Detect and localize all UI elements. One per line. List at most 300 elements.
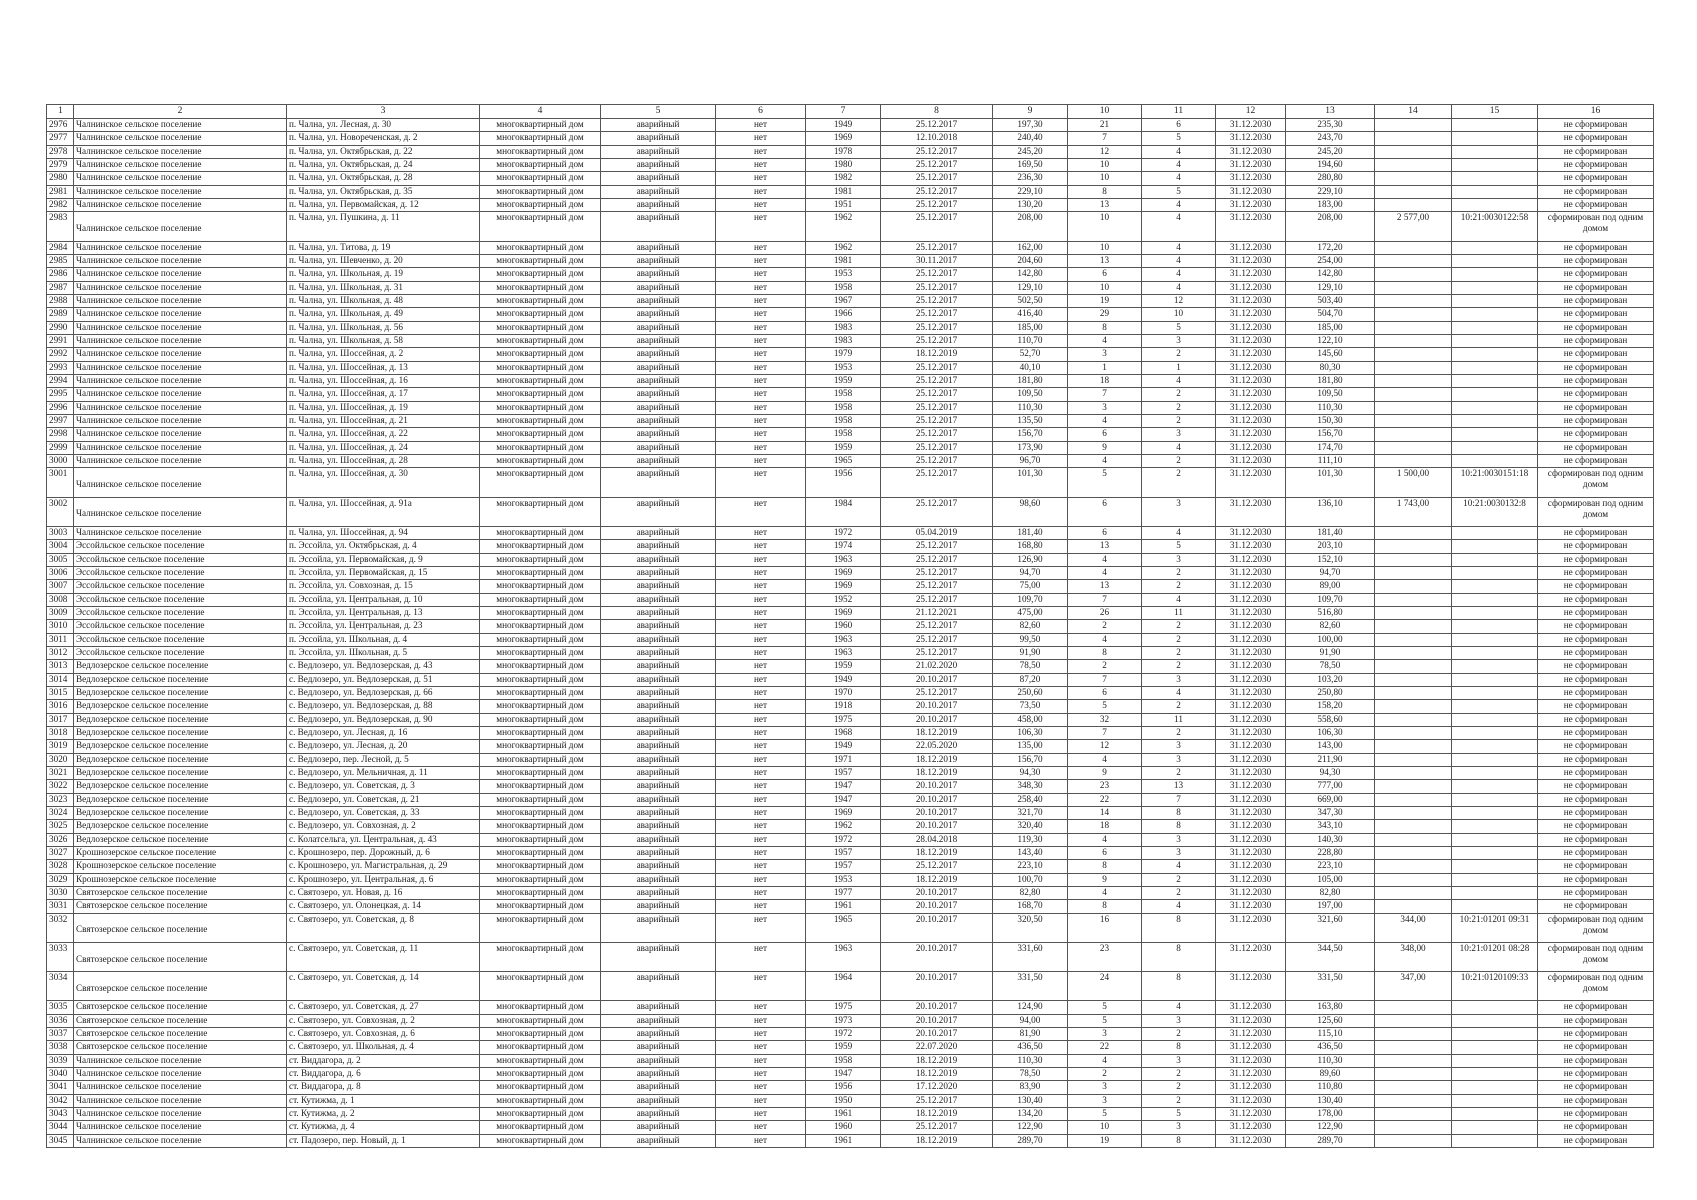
cell-col-9: 320,50 xyxy=(993,913,1068,942)
cell-col-15 xyxy=(1452,540,1538,553)
cell-col-1: 2997 xyxy=(47,415,74,428)
cell-col-10: 5 xyxy=(1068,1014,1142,1027)
cell-col-7: 1983 xyxy=(806,321,881,334)
cell-col-10: 23 xyxy=(1068,780,1142,793)
cell-col-16: не сформирован xyxy=(1538,1094,1654,1107)
cell-col-5: аварийный xyxy=(601,553,716,566)
cell-col-10: 4 xyxy=(1068,633,1142,646)
cell-col-16: не сформирован xyxy=(1538,807,1654,820)
cell-col-4: многоквартирный дом xyxy=(480,673,601,686)
cell-col-14 xyxy=(1375,847,1452,860)
cell-col-7: 1953 xyxy=(806,873,881,886)
cell-col-12: 31.12.2030 xyxy=(1216,1121,1286,1134)
cell-col-10: 13 xyxy=(1068,199,1142,212)
table-row xyxy=(47,241,1654,254)
cell-col-5: аварийный xyxy=(601,497,716,526)
cell-col-11: 2 xyxy=(1142,646,1216,659)
cell-col-13: 228,80 xyxy=(1286,847,1375,860)
cell-col-9: 98,60 xyxy=(993,497,1068,526)
cell-col-6: нет xyxy=(716,348,806,361)
cell-col-11: 4 xyxy=(1142,593,1216,606)
cell-col-9: 289,70 xyxy=(993,1134,1068,1147)
cell-col-15 xyxy=(1452,281,1538,294)
cell-col-9: 181,80 xyxy=(993,375,1068,388)
cell-col-10: 8 xyxy=(1068,185,1142,198)
cell-col-11: 3 xyxy=(1142,335,1216,348)
table-row xyxy=(47,1108,1654,1121)
cell-col-13: 777,00 xyxy=(1286,780,1375,793)
cell-col-8: 20.10.2017 xyxy=(881,713,993,726)
cell-col-16: не сформирован xyxy=(1538,553,1654,566)
cell-col-13: 503,40 xyxy=(1286,294,1375,307)
cell-col-13: 203,10 xyxy=(1286,540,1375,553)
cell-col-1: 3037 xyxy=(47,1028,74,1041)
cell-col-6: нет xyxy=(716,580,806,593)
cell-col-9: 75,00 xyxy=(993,580,1068,593)
cell-col-12: 31.12.2030 xyxy=(1216,401,1286,414)
cell-col-2: Ведлозерское сельское поселение xyxy=(74,686,287,699)
cell-col-4: многоквартирный дом xyxy=(480,401,601,414)
cell-col-4: многоквартирный дом xyxy=(480,1041,601,1054)
cell-col-10: 2 xyxy=(1068,620,1142,633)
cell-col-1: 3043 xyxy=(47,1108,74,1121)
cell-col-11: 3 xyxy=(1142,673,1216,686)
cell-col-8: 20.10.2017 xyxy=(881,820,993,833)
cell-col-6: нет xyxy=(716,713,806,726)
cell-col-9: 168,70 xyxy=(993,900,1068,913)
table-row xyxy=(47,753,1654,766)
cell-col-15 xyxy=(1452,767,1538,780)
cell-col-1: 3006 xyxy=(47,566,74,579)
cell-col-12: 31.12.2030 xyxy=(1216,119,1286,132)
cell-col-15 xyxy=(1452,807,1538,820)
cell-col-14 xyxy=(1375,294,1452,307)
cell-col-7: 1959 xyxy=(806,375,881,388)
cell-col-12: 31.12.2030 xyxy=(1216,793,1286,806)
cell-col-3: п. Чална, ул. Шоссейная, д. 22 xyxy=(287,428,480,441)
cell-col-4: многоквартирный дом xyxy=(480,1054,601,1067)
cell-col-14 xyxy=(1375,887,1452,900)
cell-col-3: п. Чална, ул. Октябрьская, д. 35 xyxy=(287,185,480,198)
cell-col-11: 4 xyxy=(1142,686,1216,699)
cell-col-2: Эссойльское сельское поселение xyxy=(74,540,287,553)
cell-col-1: 3033 xyxy=(47,942,74,971)
cell-col-8: 05.04.2019 xyxy=(881,526,993,539)
cell-col-3: с. Ведлозеро, ул. Мельничная, д. 11 xyxy=(287,767,480,780)
cell-col-11: 2 xyxy=(1142,767,1216,780)
cell-col-6: нет xyxy=(716,212,806,241)
cell-col-8: 25.12.2017 xyxy=(881,321,993,334)
cell-col-7: 1969 xyxy=(806,606,881,619)
cell-col-3: п. Чална, ул. Шоссейная, д. 28 xyxy=(287,455,480,468)
cell-col-1: 1 xyxy=(47,105,74,119)
cell-col-9: 348,30 xyxy=(993,780,1068,793)
cell-col-3: п. Чална, ул. Шоссейная, д. 13 xyxy=(287,361,480,374)
cell-col-8: 25.12.2017 xyxy=(881,281,993,294)
cell-col-9: 106,30 xyxy=(993,726,1068,739)
cell-col-9: 321,70 xyxy=(993,807,1068,820)
cell-col-1: 2978 xyxy=(47,145,74,158)
cell-col-10: 6 xyxy=(1068,268,1142,281)
cell-col-14 xyxy=(1375,900,1452,913)
cell-col-13: 82,60 xyxy=(1286,620,1375,633)
cell-col-2: Крошнозерское сельское поселение xyxy=(74,873,287,886)
cell-col-10: 6 xyxy=(1068,428,1142,441)
cell-col-4: многоквартирный дом xyxy=(480,847,601,860)
cell-col-12: 31.12.2030 xyxy=(1216,254,1286,267)
cell-col-3: с. Ведлозеро, ул. Ведлозерская, д. 43 xyxy=(287,660,480,673)
cell-col-12: 31.12.2030 xyxy=(1216,660,1286,673)
cell-col-16: сформирован под одним домом xyxy=(1538,497,1654,526)
cell-col-14 xyxy=(1375,428,1452,441)
cell-col-9: 134,20 xyxy=(993,1108,1068,1121)
cell-col-16: не сформирован xyxy=(1538,686,1654,699)
cell-col-9: 258,40 xyxy=(993,793,1068,806)
cell-col-12: 31.12.2030 xyxy=(1216,740,1286,753)
cell-col-3: п. Чална, ул. Шоссейная, д. 24 xyxy=(287,441,480,454)
cell-col-6: нет xyxy=(716,526,806,539)
cell-col-14 xyxy=(1375,526,1452,539)
cell-col-12: 31.12.2030 xyxy=(1216,566,1286,579)
cell-col-5: аварийный xyxy=(601,348,716,361)
cell-col-8: 25.12.2017 xyxy=(881,593,993,606)
cell-col-15 xyxy=(1452,335,1538,348)
cell-col-14 xyxy=(1375,321,1452,334)
cell-col-2: Ведлозерское сельское поселение xyxy=(74,700,287,713)
cell-col-8: 25.12.2017 xyxy=(881,388,993,401)
cell-col-2: Чалнинское сельское поселение xyxy=(74,1094,287,1107)
cell-col-8: 20.10.2017 xyxy=(881,972,993,1001)
cell-col-16: не сформирован xyxy=(1538,887,1654,900)
cell-col-10: 24 xyxy=(1068,972,1142,1001)
cell-col-16: не сформирован xyxy=(1538,428,1654,441)
cell-col-7: 1963 xyxy=(806,633,881,646)
cell-col-10: 3 xyxy=(1068,401,1142,414)
cell-col-16: не сформирован xyxy=(1538,455,1654,468)
cell-col-10: 7 xyxy=(1068,132,1142,145)
cell-col-11: 8 xyxy=(1142,913,1216,942)
cell-col-11: 4 xyxy=(1142,159,1216,172)
cell-col-2: Ведлозерское сельское поселение xyxy=(74,713,287,726)
cell-col-15 xyxy=(1452,199,1538,212)
cell-col-14 xyxy=(1375,633,1452,646)
cell-col-10: 22 xyxy=(1068,793,1142,806)
cell-col-13: 80,30 xyxy=(1286,361,1375,374)
cell-col-15: 10:21:01201 08:28 xyxy=(1452,942,1538,971)
cell-col-7: 1979 xyxy=(806,348,881,361)
cell-col-11: 3 xyxy=(1142,428,1216,441)
cell-col-2: Чалнинское сельское поселение xyxy=(74,455,287,468)
cell-col-5: аварийный xyxy=(601,972,716,1001)
cell-col-1: 2984 xyxy=(47,241,74,254)
cell-col-11: 4 xyxy=(1142,212,1216,241)
cell-col-16: сформирован под одним домом xyxy=(1538,468,1654,497)
cell-col-13: 211,90 xyxy=(1286,753,1375,766)
cell-col-12: 31.12.2030 xyxy=(1216,1028,1286,1041)
table-row xyxy=(47,526,1654,539)
table-row xyxy=(47,185,1654,198)
cell-col-9: 416,40 xyxy=(993,308,1068,321)
table-row xyxy=(47,673,1654,686)
cell-col-11: 2 xyxy=(1142,633,1216,646)
cell-col-7: 1956 xyxy=(806,1081,881,1094)
cell-col-14 xyxy=(1375,660,1452,673)
cell-col-2: Чалнинское сельское поселение xyxy=(74,335,287,348)
cell-col-3: с. Святозеро, ул. Совхозная, д. 2 xyxy=(287,1014,480,1027)
cell-col-6: нет xyxy=(716,913,806,942)
cell-col-14 xyxy=(1375,713,1452,726)
cell-col-12: 31.12.2030 xyxy=(1216,553,1286,566)
cell-col-1: 3028 xyxy=(47,860,74,873)
cell-col-11: 4 xyxy=(1142,268,1216,281)
cell-col-7: 1972 xyxy=(806,526,881,539)
cell-col-15 xyxy=(1452,1134,1538,1147)
cell-col-14 xyxy=(1375,199,1452,212)
cell-col-3: п. Чална, ул. Октябрьская, д. 28 xyxy=(287,172,480,185)
cell-col-3: ст. Виддагора, д. 6 xyxy=(287,1068,480,1081)
table-row xyxy=(47,132,1654,145)
cell-col-3: п. Чална, ул. Школьная, д. 48 xyxy=(287,294,480,307)
cell-col-9: 96,70 xyxy=(993,455,1068,468)
cell-col-14 xyxy=(1375,860,1452,873)
cell-col-6: нет xyxy=(716,241,806,254)
cell-col-10: 3 xyxy=(1068,1094,1142,1107)
cell-col-12: 31.12.2030 xyxy=(1216,159,1286,172)
cell-col-14 xyxy=(1375,268,1452,281)
cell-col-1: 3025 xyxy=(47,820,74,833)
cell-col-13: 321,60 xyxy=(1286,913,1375,942)
cell-col-15 xyxy=(1452,1054,1538,1067)
cell-col-9: 9 xyxy=(993,105,1068,119)
cell-col-10: 3 xyxy=(1068,348,1142,361)
cell-col-5: аварийный xyxy=(601,1094,716,1107)
cell-col-7: 1959 xyxy=(806,660,881,673)
cell-col-4: многоквартирный дом xyxy=(480,415,601,428)
cell-col-6: нет xyxy=(716,686,806,699)
cell-col-11: 3 xyxy=(1142,847,1216,860)
cell-col-15 xyxy=(1452,172,1538,185)
cell-col-4: многоквартирный дом xyxy=(480,1014,601,1027)
cell-col-16: не сформирован xyxy=(1538,388,1654,401)
cell-col-11: 2 xyxy=(1142,887,1216,900)
cell-col-1: 3023 xyxy=(47,793,74,806)
cell-col-7: 1962 xyxy=(806,212,881,241)
cell-col-6: нет xyxy=(716,159,806,172)
cell-col-6: нет xyxy=(716,942,806,971)
cell-col-5: аварийный xyxy=(601,1108,716,1121)
cell-col-9: 119,30 xyxy=(993,833,1068,846)
cell-col-10: 7 xyxy=(1068,726,1142,739)
cell-col-7: 1969 xyxy=(806,132,881,145)
cell-col-12: 31.12.2030 xyxy=(1216,820,1286,833)
cell-col-2: Эссойльское сельское поселение xyxy=(74,606,287,619)
cell-col-10: 6 xyxy=(1068,686,1142,699)
cell-col-2: Ведлозерское сельское поселение xyxy=(74,807,287,820)
cell-col-9: 331,50 xyxy=(993,972,1068,1001)
cell-col-15 xyxy=(1452,873,1538,886)
cell-col-4: многоквартирный дом xyxy=(480,553,601,566)
cell-col-3: с. Ведлозеро, ул. Ведлозерская, д. 51 xyxy=(287,673,480,686)
table-row xyxy=(47,415,1654,428)
cell-col-15 xyxy=(1452,860,1538,873)
cell-col-5: аварийный xyxy=(601,172,716,185)
cell-col-3: п. Эссойла, ул. Октябрьская, д. 4 xyxy=(287,540,480,553)
cell-col-7: 1958 xyxy=(806,1054,881,1067)
cell-col-15 xyxy=(1452,1028,1538,1041)
cell-col-14 xyxy=(1375,820,1452,833)
cell-col-11: 2 xyxy=(1142,1081,1216,1094)
cell-col-5: аварийный xyxy=(601,281,716,294)
cell-col-12: 31.12.2030 xyxy=(1216,606,1286,619)
cell-col-3: п. Эссойла, ул. Центральная, д. 13 xyxy=(287,606,480,619)
cell-col-13: 229,10 xyxy=(1286,185,1375,198)
table-row xyxy=(47,1041,1654,1054)
cell-col-6: нет xyxy=(716,820,806,833)
cell-col-10: 9 xyxy=(1068,441,1142,454)
cell-col-10: 19 xyxy=(1068,294,1142,307)
cell-col-10: 4 xyxy=(1068,1054,1142,1067)
cell-col-10: 13 xyxy=(1068,254,1142,267)
cell-col-16: не сформирован xyxy=(1538,294,1654,307)
cell-col-4: многоквартирный дом xyxy=(480,900,601,913)
cell-col-13: 89,60 xyxy=(1286,1068,1375,1081)
cell-col-8: 18.12.2019 xyxy=(881,1054,993,1067)
cell-col-9: 223,10 xyxy=(993,860,1068,873)
cell-col-2: Святозерское сельское поселение xyxy=(74,913,287,942)
cell-col-8: 30.11.2017 xyxy=(881,254,993,267)
table-row xyxy=(47,335,1654,348)
cell-col-16: не сформирован xyxy=(1538,780,1654,793)
cell-col-7: 1974 xyxy=(806,540,881,553)
cell-col-11: 5 xyxy=(1142,185,1216,198)
cell-col-10: 5 xyxy=(1068,1108,1142,1121)
cell-col-11: 2 xyxy=(1142,415,1216,428)
cell-col-12: 31.12.2030 xyxy=(1216,1068,1286,1081)
cell-col-12: 31.12.2030 xyxy=(1216,833,1286,846)
cell-col-12: 31.12.2030 xyxy=(1216,713,1286,726)
cell-col-7: 1918 xyxy=(806,700,881,713)
table-row xyxy=(47,972,1654,1001)
cell-col-4: многоквартирный дом xyxy=(480,942,601,971)
cell-col-13: 183,00 xyxy=(1286,199,1375,212)
cell-col-6: нет xyxy=(716,401,806,414)
cell-col-1: 3045 xyxy=(47,1134,74,1147)
table-row xyxy=(47,1094,1654,1107)
cell-col-8: 25.12.2017 xyxy=(881,497,993,526)
cell-col-15 xyxy=(1452,646,1538,659)
table-row xyxy=(47,388,1654,401)
cell-col-1: 2977 xyxy=(47,132,74,145)
cell-col-3: ст. Виддагора, д. 8 xyxy=(287,1081,480,1094)
cell-col-5: аварийный xyxy=(601,1081,716,1094)
cell-col-7: 1947 xyxy=(806,1068,881,1081)
cell-col-6: нет xyxy=(716,860,806,873)
cell-col-5: аварийный xyxy=(601,145,716,158)
cell-col-6: нет xyxy=(716,793,806,806)
cell-col-4: многоквартирный дом xyxy=(480,633,601,646)
cell-col-1: 2981 xyxy=(47,185,74,198)
cell-col-13: 105,00 xyxy=(1286,873,1375,886)
cell-col-7: 1980 xyxy=(806,159,881,172)
cell-col-6: нет xyxy=(716,1108,806,1121)
cell-col-7: 1961 xyxy=(806,900,881,913)
cell-col-13: 344,50 xyxy=(1286,942,1375,971)
cell-col-7: 1947 xyxy=(806,780,881,793)
cell-col-3: с. Святозеро, ул. Совхозная, д. 6 xyxy=(287,1028,480,1041)
cell-col-16: не сформирован xyxy=(1538,375,1654,388)
table-row xyxy=(47,660,1654,673)
cell-col-6: нет xyxy=(716,321,806,334)
cell-col-3: с. Святозеро, ул. Советская, д. 27 xyxy=(287,1001,480,1014)
cell-col-10: 9 xyxy=(1068,873,1142,886)
cell-col-8: 21.02.2020 xyxy=(881,660,993,673)
cell-col-6: нет xyxy=(716,1094,806,1107)
cell-col-10: 18 xyxy=(1068,375,1142,388)
cell-col-8: 25.12.2017 xyxy=(881,401,993,414)
cell-col-7: 1969 xyxy=(806,580,881,593)
cell-col-9: 122,90 xyxy=(993,1121,1068,1134)
cell-col-11: 5 xyxy=(1142,1108,1216,1121)
cell-col-15 xyxy=(1452,348,1538,361)
cell-col-11: 13 xyxy=(1142,780,1216,793)
cell-col-13: 152,10 xyxy=(1286,553,1375,566)
cell-col-8: 18.12.2019 xyxy=(881,873,993,886)
cell-col-5: аварийный xyxy=(601,1014,716,1027)
cell-col-4: многоквартирный дом xyxy=(480,388,601,401)
cell-col-1: 2983 xyxy=(47,212,74,241)
cell-col-10: 6 xyxy=(1068,526,1142,539)
cell-col-1: 2991 xyxy=(47,335,74,348)
cell-col-4: многоквартирный дом xyxy=(480,833,601,846)
cell-col-5: аварийный xyxy=(601,673,716,686)
cell-col-11: 3 xyxy=(1142,833,1216,846)
cell-col-13: 13 xyxy=(1286,105,1375,119)
cell-col-1: 3003 xyxy=(47,526,74,539)
cell-col-9: 436,50 xyxy=(993,1041,1068,1054)
cell-col-1: 3000 xyxy=(47,455,74,468)
cell-col-4: многоквартирный дом xyxy=(480,972,601,1001)
table-row xyxy=(47,468,1654,497)
cell-col-12: 31.12.2030 xyxy=(1216,646,1286,659)
cell-col-16: не сформирован xyxy=(1538,1134,1654,1147)
cell-col-15 xyxy=(1452,620,1538,633)
cell-col-14 xyxy=(1375,1068,1452,1081)
cell-col-5: аварийный xyxy=(601,199,716,212)
cell-col-4: многоквартирный дом xyxy=(480,740,601,753)
cell-col-3: п. Чална, ул. Титова, д. 19 xyxy=(287,241,480,254)
cell-col-7: 1959 xyxy=(806,441,881,454)
cell-col-13: 142,80 xyxy=(1286,268,1375,281)
cell-col-3: п. Чална, ул. Шоссейная, д. 21 xyxy=(287,415,480,428)
cell-col-12: 31.12.2030 xyxy=(1216,375,1286,388)
cell-col-7: 1960 xyxy=(806,1121,881,1134)
cell-col-16: не сформирован xyxy=(1538,159,1654,172)
cell-col-8: 18.12.2019 xyxy=(881,726,993,739)
cell-col-12: 31.12.2030 xyxy=(1216,942,1286,971)
cell-col-12: 31.12.2030 xyxy=(1216,1108,1286,1121)
cell-col-11: 5 xyxy=(1142,132,1216,145)
cell-col-3: п. Чална, ул. Шоссейная, д. 2 xyxy=(287,348,480,361)
cell-col-14: 1 743,00 xyxy=(1375,497,1452,526)
cell-col-14 xyxy=(1375,348,1452,361)
cell-col-14 xyxy=(1375,793,1452,806)
table-row xyxy=(47,833,1654,846)
cell-col-2: Эссойльское сельское поселение xyxy=(74,620,287,633)
cell-col-10: 4 xyxy=(1068,566,1142,579)
cell-col-3: с. Святозеро, ул. Школьная, д. 4 xyxy=(287,1041,480,1054)
cell-col-2: Эссойльское сельское поселение xyxy=(74,580,287,593)
cell-col-9: 181,40 xyxy=(993,526,1068,539)
